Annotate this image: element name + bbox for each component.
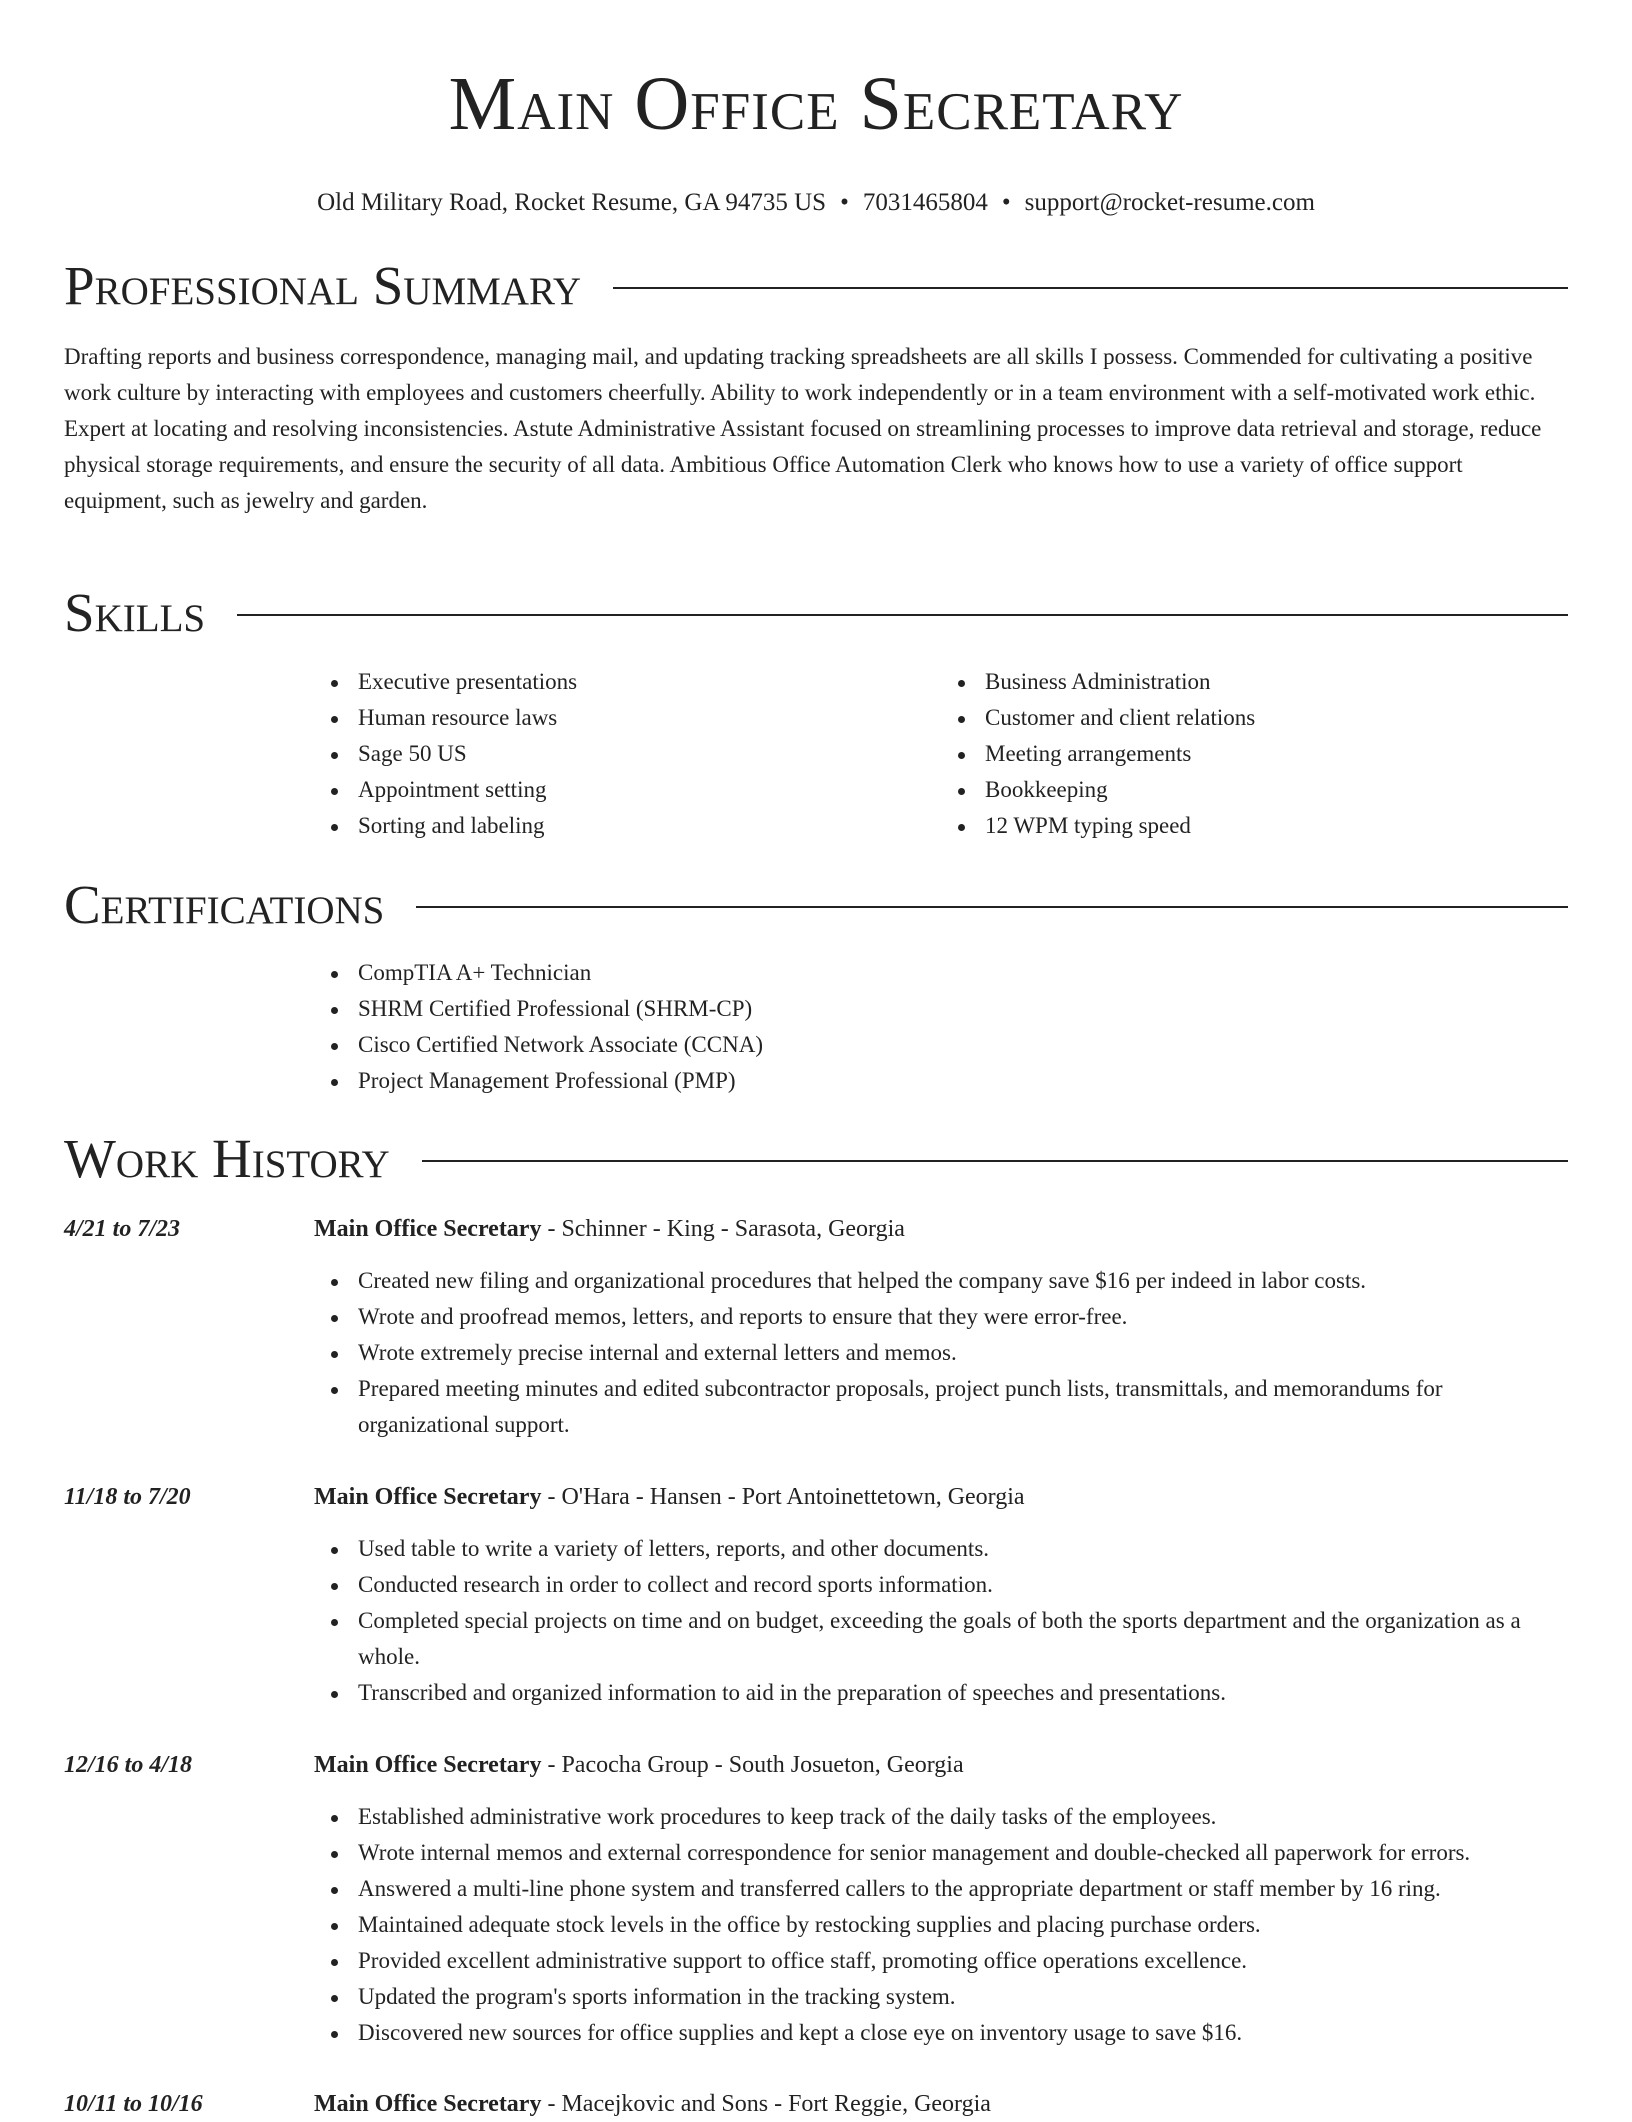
work-history-heading-title: Work History <box>64 1128 390 1189</box>
skill-item: Bookkeeping <box>985 772 1568 808</box>
job-entry <box>64 1479 1568 1711</box>
job-header <box>64 1211 1568 1247</box>
contact-separator: • <box>1001 189 1011 216</box>
job-header <box>64 1747 1568 1783</box>
job-title-line <box>314 2086 991 2122</box>
job-duty: Wrote internal memos and external correspondence for senior management and double-checked all paperwork for errors. <box>358 1835 1568 1871</box>
job-employer: - Schinner - King - Sarasota, Georgia <box>541 1216 905 1242</box>
job-duty: Updated the program's sports information in the tracking system. <box>358 1979 1568 2015</box>
job-duties-list <box>314 1263 1568 1443</box>
job-duty: Completed special projects on time and on budget, exceeding the goals of both the sports department and the organization as a whole. <box>358 1603 1568 1675</box>
summary-section <box>64 339 1568 519</box>
job-role: Main Office Secretary <box>314 1484 542 1510</box>
certifications-heading-title: Certifications <box>64 874 385 935</box>
contact-separator: • <box>840 189 849 216</box>
certification-item: CompTIA A+ Technician <box>358 955 1568 991</box>
job-entry <box>64 2086 1568 2122</box>
skill-item: Sage 50 US <box>358 736 941 772</box>
certification-item: SHRM Certified Professional (SHRM-CP) <box>358 991 1568 1027</box>
job-dates: 12/16 to 4/18 <box>64 1752 193 1778</box>
certification-item: Project Management Professional (PMP) <box>358 1063 1568 1099</box>
job-entry <box>64 1747 1568 2051</box>
job-duties-list <box>314 1799 1568 2051</box>
skills-list-left <box>314 664 941 844</box>
certifications-list <box>314 955 1568 1099</box>
job-entry <box>64 1211 1568 1443</box>
job-duties <box>314 1263 1568 1443</box>
job-title-line <box>314 1747 964 1783</box>
job-title-line <box>314 1479 1025 1515</box>
job-duty: Discovered new sources for office supplies and kept a close eye on inventory usage to save $16. <box>358 2015 1568 2051</box>
summary-text: Drafting reports and business correspondence, managing mail, and updating tracking spreadsheets are all skills I possess. Commended for cultivating a positive work culture by interacting with employees and customers cheerfully. Ability to work independently or in a team environment with a self-motivated work ethic. Expert at locating and resolving inconsistencies. Astute Administrative Assistant focused on streamlining processes to improve data retrieval and storage, reduce physical storage requirements, and ensure the security of all data. Ambitious Office Automation Clerk who knows how to use a variety of office support equipment, such as jewelry and garden. <box>64 344 1542 513</box>
job-employer: - Pacocha Group - South Josueton, Georgia <box>541 1752 964 1778</box>
job-dates: 10/11 to 10/16 <box>64 2091 203 2117</box>
section-divider <box>613 287 1568 289</box>
section-divider <box>422 1160 1568 1162</box>
resume-name: Main Office Secretary <box>448 62 1184 146</box>
skills-list-right <box>941 664 1568 844</box>
job-duty: Wrote and proofread memos, letters, and reports to ensure that they were error-free. <box>358 1299 1568 1335</box>
job-duty: Established administrative work procedures to keep track of the daily tasks of the employees. <box>358 1799 1568 1835</box>
job-duty: Created new filing and organizational procedures that helped the company save $16 per indeed in labor costs. <box>358 1263 1568 1299</box>
skill-item: Business Administration <box>985 664 1568 700</box>
section-divider <box>237 614 1568 616</box>
job-header <box>64 1479 1568 1515</box>
skills-section <box>314 664 1568 844</box>
job-duty: Transcribed and organized information to aid in the preparation of speeches and presentations. <box>358 1675 1568 1711</box>
job-duty: Maintained adequate stock levels in the office by restocking supplies and placing purchase orders. <box>358 1907 1568 1943</box>
skill-item: Executive presentations <box>358 664 941 700</box>
job-duty: Conducted research in order to collect and record sports information. <box>358 1567 1568 1603</box>
contact-address: Old Military Road, Rocket Resume, GA 94735 US <box>317 189 827 216</box>
job-role: Main Office Secretary <box>314 1752 542 1778</box>
summary-heading <box>64 253 1568 319</box>
job-dates: 11/18 to 7/20 <box>64 1484 191 1510</box>
job-duties-list <box>314 1531 1568 1711</box>
skill-item: Human resource laws <box>358 700 941 736</box>
job-employer: - Macejkovic and Sons - Fort Reggie, Georgia <box>541 2091 991 2117</box>
certification-item: Cisco Certified Network Associate (CCNA) <box>358 1027 1568 1063</box>
contact-phone: 7031465804 <box>862 189 988 216</box>
certifications-section <box>314 955 1568 1099</box>
job-employer: - O'Hara - Hansen - Port Antoinettetown, Georgia <box>541 1484 1025 1510</box>
contact-line <box>64 186 1568 220</box>
skills-heading <box>64 580 1568 646</box>
skill-item: Appointment setting <box>358 772 941 808</box>
skill-item: Customer and client relations <box>985 700 1568 736</box>
job-duty: Wrote extremely precise internal and external letters and memos. <box>358 1335 1568 1371</box>
job-role: Main Office Secretary <box>314 1216 542 1242</box>
job-dates: 4/21 to 7/23 <box>64 1216 181 1242</box>
skill-item: Sorting and labeling <box>358 808 941 844</box>
section-divider <box>416 906 1568 908</box>
skill-item: Meeting arrangements <box>985 736 1568 772</box>
job-duty: Used table to write a variety of letters, reports, and other documents. <box>358 1531 1568 1567</box>
skill-item: 12 WPM typing speed <box>985 808 1568 844</box>
skills-heading-title: Skills <box>64 582 206 643</box>
job-role: Main Office Secretary <box>314 2091 542 2117</box>
job-duties <box>314 1799 1568 2051</box>
contact-email: support@rocket-resume.com <box>1024 189 1315 216</box>
job-header <box>64 2086 1568 2122</box>
work-history-heading <box>64 1126 1568 1192</box>
job-duty: Prepared meeting minutes and edited subcontractor proposals, project punch lists, transmittals, and memorandums for organizational support. <box>358 1371 1568 1443</box>
job-duties <box>314 1531 1568 1711</box>
job-duty: Provided excellent administrative support to office staff, promoting office operations excellence. <box>358 1943 1568 1979</box>
summary-heading-title: Professional Summary <box>64 255 582 316</box>
job-duty: Answered a multi-line phone system and transferred callers to the appropriate department or staff member by 16 ring. <box>358 1871 1568 1907</box>
certifications-heading <box>64 872 1568 938</box>
job-title-line <box>314 1211 905 1247</box>
